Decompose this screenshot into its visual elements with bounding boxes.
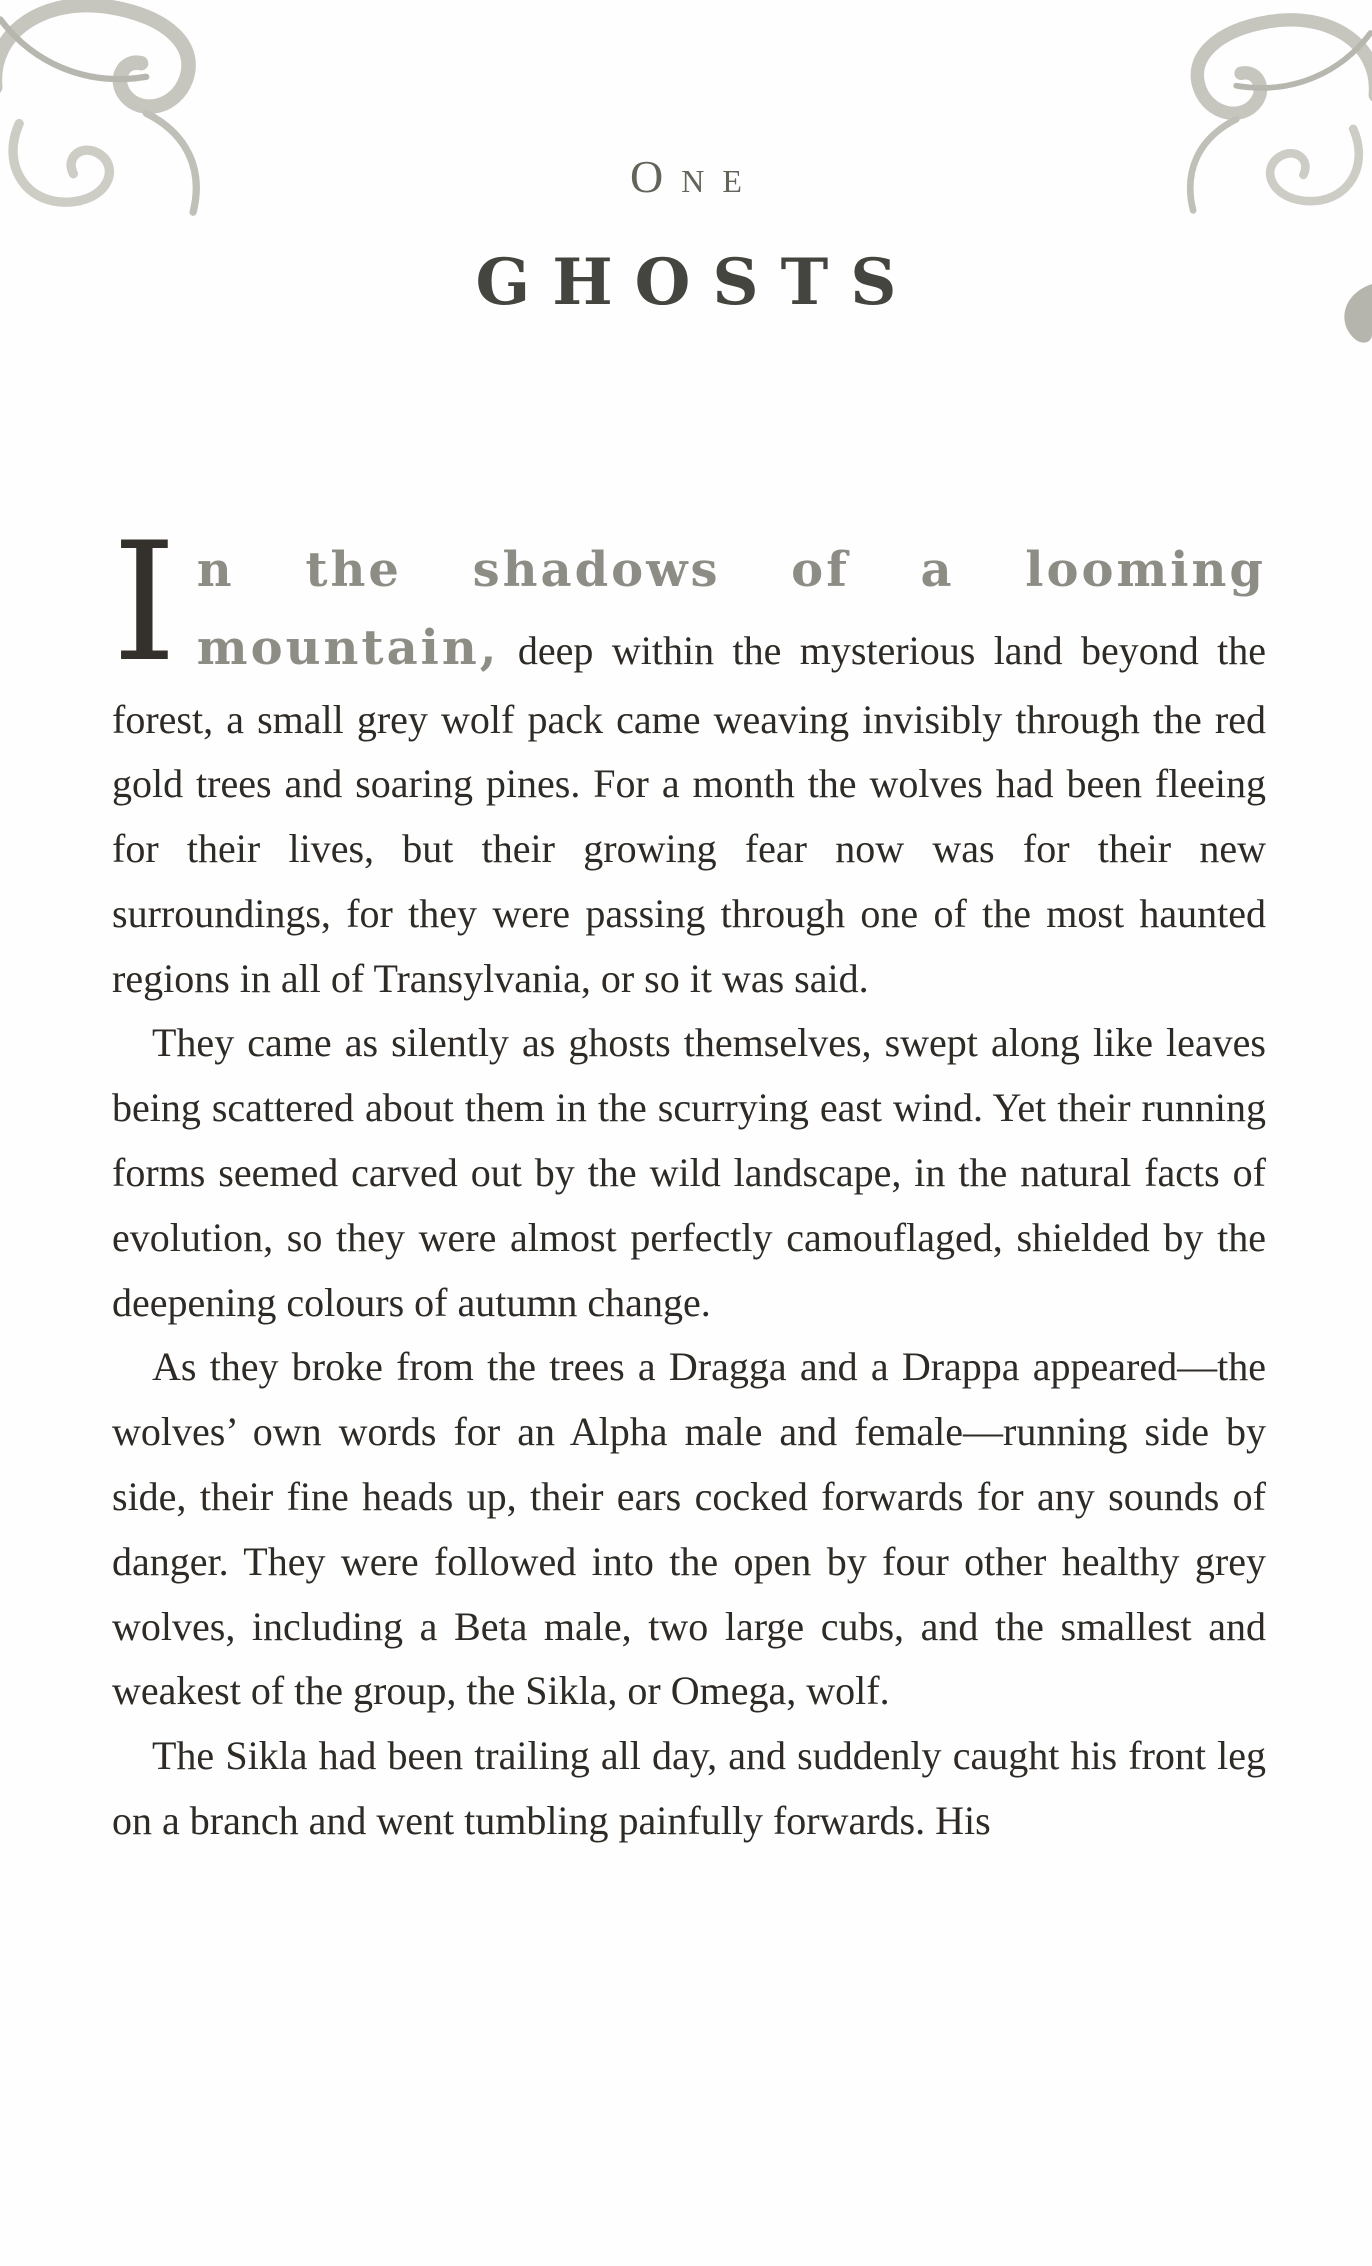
chapter-title: GHOSTS xyxy=(475,245,919,320)
chapter-number: One xyxy=(630,151,760,202)
opening-phrase: n the shadows of a looming mountain, xyxy=(196,542,1266,676)
paragraph-opening xyxy=(112,507,1266,1011)
drop-cap: I xyxy=(112,507,177,698)
paragraph: They came as silently as ghosts themselves, swept along like leaves being scattered about them in the scurrying east wind. Yet their running forms seemed carved out by the wild landscape, in the natural facts of evolution, so they were almost perfectly camouflaged, shielded by the deepening colours of autumn change. xyxy=(112,1020,1266,1325)
corner-flourish-top-left-icon xyxy=(0,0,240,228)
paragraph: The Sikla had been trailing all day, and suddenly caught his front leg on a branch and went tumbling painfully forwards. His xyxy=(112,1733,1266,1844)
page-edge-flourish-icon xyxy=(1330,282,1372,354)
paragraph-text: deep within the mysterious land beyond the forest, a small grey wolf pack came weaving invisibly through the red gold trees and soaring pines. For a month the wolves had been fleeing for their lives, but their growing fear now was for their new surroundings, for they were passing through one of the most haunted regions in all of Transylvania, or so it was said. xyxy=(112,627,1266,1001)
paragraph: As they broke from the trees a Dragga and a Drappa appeared—the wolves’ own words for an Alpha male and female—running side by side, their fine heads up, their ears cocked forwards for any sounds of danger. They were followed into the open by four other healthy grey wolves, including a Beta male, two large cubs, and the smallest and weakest of the group, the Sikla, or Omega, wolf. xyxy=(112,1344,1266,1714)
corner-flourish-top-right-icon xyxy=(1150,0,1372,237)
body-text xyxy=(112,507,1266,1854)
